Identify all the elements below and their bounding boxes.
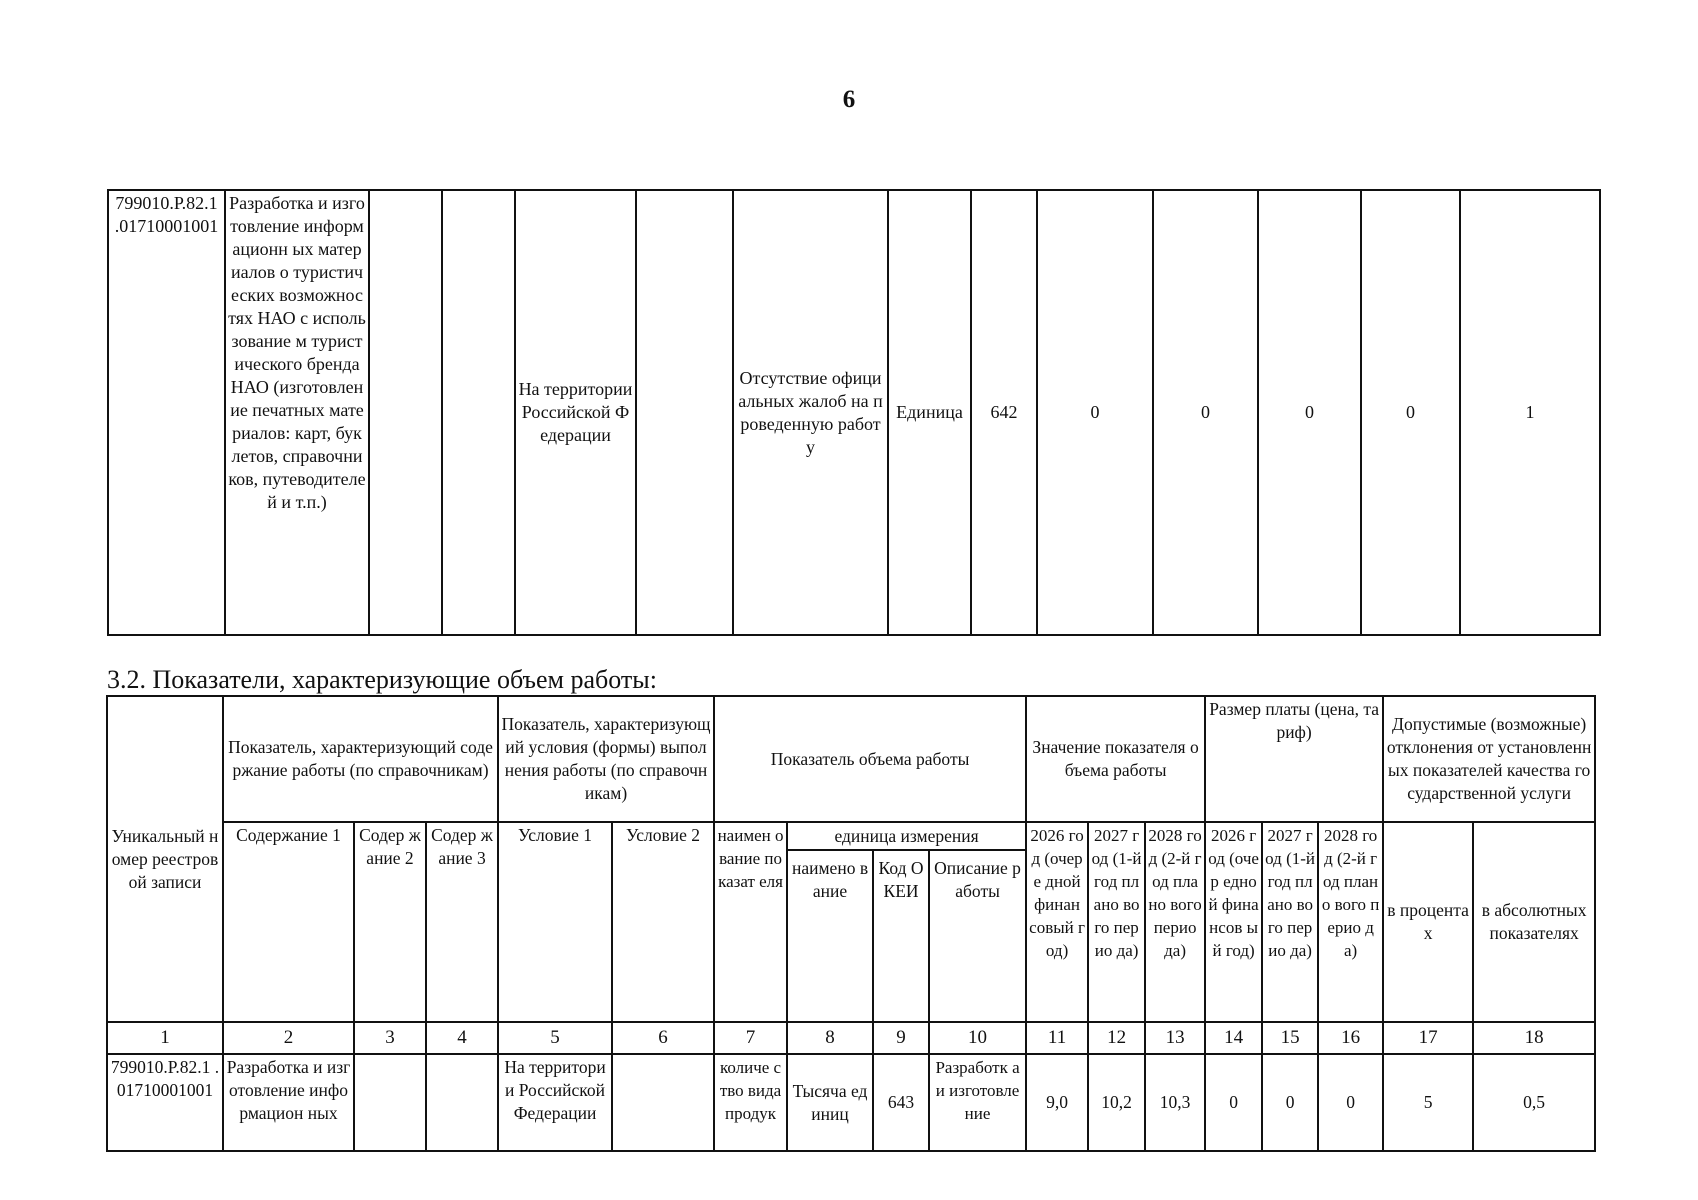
column-number: 10 [929, 1022, 1026, 1054]
unit-okei-cell: 642 [971, 190, 1037, 635]
column-number: 13 [1145, 1022, 1205, 1054]
indicator-name-cell: Отсутствие официальных жалоб на проведенную работу [733, 190, 888, 635]
table-row [107, 1054, 1595, 1151]
price-2026-cell: 0 [1205, 1054, 1262, 1151]
column-number: 11 [1026, 1022, 1088, 1054]
price-group-header: Размер платы (цена, тариф) [1205, 696, 1383, 822]
condition2-cell [636, 190, 733, 635]
content3-header: Содер жание 3 [426, 822, 498, 1022]
conditions-group-header: Показатель, характеризующий условия (формы) выполнения работы (по справочникам) [498, 696, 714, 822]
column-number: 1 [107, 1022, 223, 1054]
unit-group-header: единица измерения [787, 822, 1026, 850]
value-2026-header: 2026 год (очере дной финан совый год) [1026, 822, 1088, 1022]
unit-name-cell: Единица [888, 190, 971, 635]
deviation-group-header: Допустимые (возможные) отклонения от установленных показателей качества государственной услуги [1383, 696, 1595, 822]
column-number: 2 [223, 1022, 354, 1054]
value-2028-cell: 10,3 [1145, 1054, 1205, 1151]
page-number: 6 [842, 86, 856, 113]
value-2026-cell: 0 [1037, 190, 1153, 635]
quality-indicators-table-continuation [107, 189, 1601, 636]
section-title: 3.2. Показатели, характеризующие объем работы: [107, 665, 657, 694]
value-2027-cell: 0 [1153, 190, 1258, 635]
column-number: 12 [1088, 1022, 1145, 1054]
column-numbers-row [107, 1022, 1595, 1054]
condition2-header: Условие 2 [612, 822, 714, 1022]
value-2027-header: 2027 год (1-й год плано вого перио да) [1088, 822, 1145, 1022]
price-2028-header: 2028 год (2-й год плано вого перио да) [1318, 822, 1383, 1022]
indicator-name-cell: количе ство вида продук [714, 1054, 787, 1151]
deviation-absolute-header: в абсолютных показателях [1473, 822, 1595, 1022]
value-group-header: Значение показателя объема работы [1026, 696, 1205, 822]
price-2028-cell: 0 [1318, 1054, 1383, 1151]
condition1-header: Условие 1 [498, 822, 612, 1022]
deviation-absolute-cell: 0,5 [1473, 1054, 1595, 1151]
registry-number-header: Уникальный номер реестровой записи [107, 696, 223, 1022]
volume-group-header: Показатель объема работы [714, 696, 1026, 822]
registry-number-cell: 799010.Р.82.1 .01710001001 [107, 1054, 223, 1151]
content2-cell [369, 190, 442, 635]
condition1-cell: На территории Российской Федерации [515, 190, 636, 635]
work-volume-indicators-table [106, 695, 1596, 1152]
value-2028-header: 2028 год (2-й год плано вого перио да) [1145, 822, 1205, 1022]
column-number: 14 [1205, 1022, 1262, 1054]
content3-cell [426, 1054, 498, 1151]
content2-cell [354, 1054, 426, 1151]
column-number: 16 [1318, 1022, 1383, 1054]
value-2028-cell: 0 [1258, 190, 1361, 635]
column-number: 3 [354, 1022, 426, 1054]
unit-name-header: наимено вание [787, 850, 873, 1022]
content1-cell: Разработка и изготовление информацион ных [223, 1054, 354, 1151]
content3-cell [442, 190, 515, 635]
condition2-cell [612, 1054, 714, 1151]
content1-header: Содержание 1 [223, 822, 354, 1022]
column-number: 8 [787, 1022, 873, 1054]
column-number: 4 [426, 1022, 498, 1054]
column-number: 5 [498, 1022, 612, 1054]
price-2027-header: 2027 год (1-й год плано вого перио да) [1262, 822, 1318, 1022]
content1-cell: Разработка и изготовление информационн ых материалов о туристических возможностях НАО с использование м туристического бренда НАО (изготовление печатных материалов: карт, буклетов, справочников, путеводителей и т.п.) [225, 190, 369, 635]
price-2027-cell: 0 [1262, 1054, 1318, 1151]
deviation-percent-header: в процентах [1383, 822, 1473, 1022]
unit-name-cell: Тысяча единиц [787, 1054, 873, 1151]
work-description-header: Описание работы [929, 850, 1026, 1022]
deviation-percent-cell: 0 [1361, 190, 1460, 635]
unit-okei-cell: 643 [873, 1054, 929, 1151]
column-number: 6 [612, 1022, 714, 1054]
content2-header: Содер жание 2 [354, 822, 426, 1022]
column-number: 18 [1473, 1022, 1595, 1054]
deviation-absolute-cell: 1 [1460, 190, 1600, 635]
table-row [108, 190, 1600, 635]
header-row-2 [107, 822, 1595, 850]
deviation-percent-cell: 5 [1383, 1054, 1473, 1151]
column-number: 15 [1262, 1022, 1318, 1054]
indicator-name-header: наимен ование показат еля [714, 822, 787, 1022]
condition1-cell: На территории Российской Федерации [498, 1054, 612, 1151]
column-number: 9 [873, 1022, 929, 1054]
column-number: 17 [1383, 1022, 1473, 1054]
price-2026-header: 2026 год (очер едной фина нсов ый год) [1205, 822, 1262, 1022]
column-number: 7 [714, 1022, 787, 1054]
value-2027-cell: 10,2 [1088, 1054, 1145, 1151]
content-group-header: Показатель, характеризующий содержание работы (по справочникам) [223, 696, 498, 822]
work-description-cell: Разработк а и изготовле ние [929, 1054, 1026, 1151]
unit-okei-header: Код ОКЕИ [873, 850, 929, 1022]
registry-number-cell: 799010.Р.82.1 .01710001001 [108, 190, 225, 635]
header-row-1 [107, 696, 1595, 822]
value-2026-cell: 9,0 [1026, 1054, 1088, 1151]
